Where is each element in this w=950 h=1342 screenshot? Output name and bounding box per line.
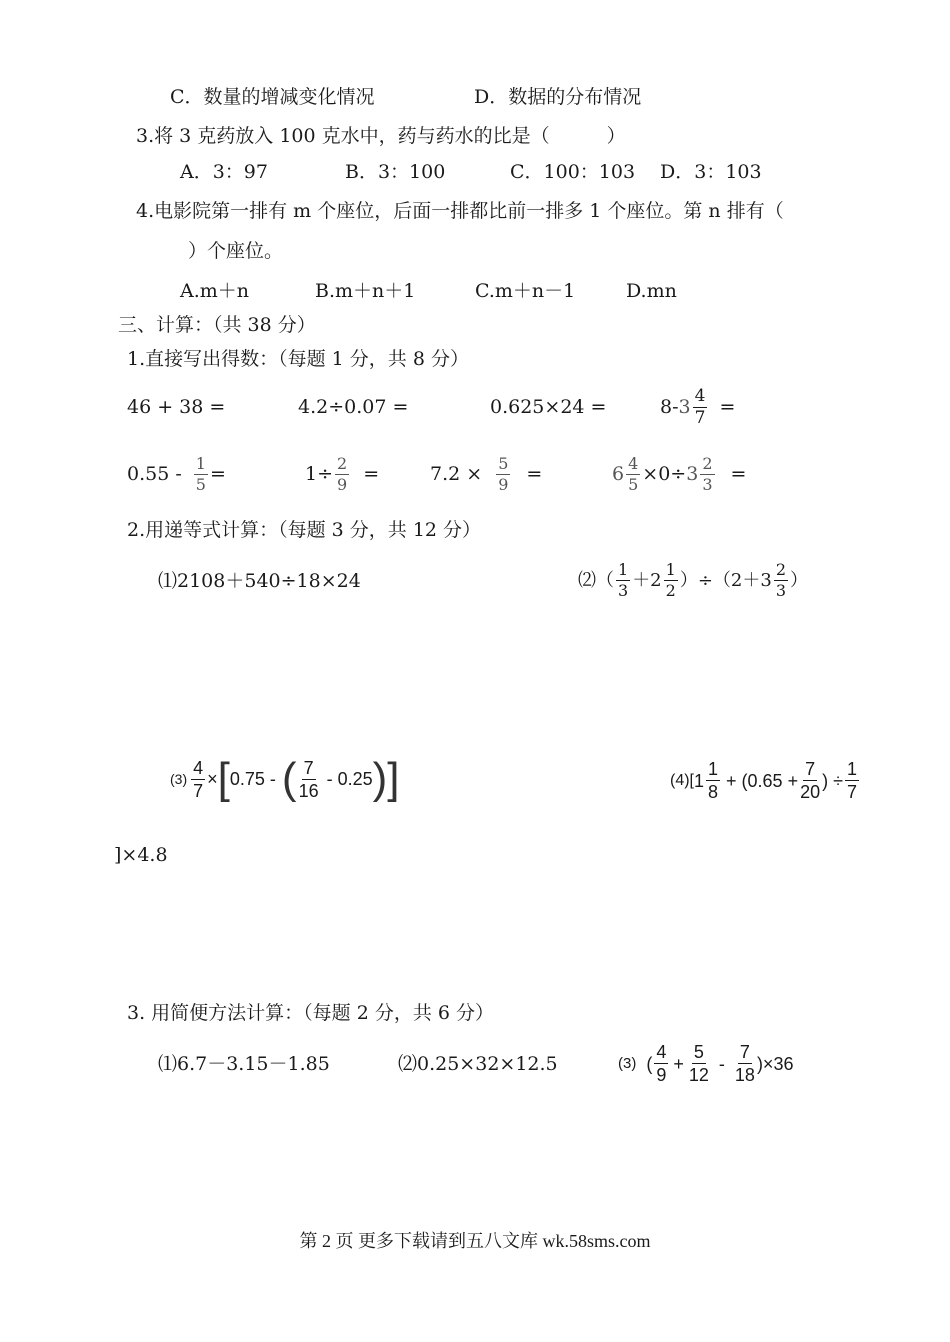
calc-2b-pre: 1÷ (305, 463, 334, 485)
simple-calc-1: ⑴6.7－3.15－1.85 (158, 1053, 330, 1075)
q4-option-a: A.m＋n (180, 280, 250, 302)
step-calc-3-inner1: 0.75 - (229, 769, 276, 789)
q3-option-b: B．3：100 (345, 161, 446, 183)
simple-calc-3-n2: 5 (693, 1042, 704, 1062)
calc-1d-pre: 8- (660, 396, 679, 418)
calc-1b: 4.2÷0.07 = (298, 396, 409, 418)
step-calc-4-tail: ]×4.8 (114, 844, 168, 866)
step-calc-2-n1: 1 (618, 560, 629, 579)
step-calc-3-n2: 7 (303, 757, 314, 778)
step-calc-3-times: × (207, 769, 218, 789)
step-calc-2-frac3 (774, 562, 788, 599)
simple-calc-3-d1: 9 (656, 1065, 667, 1085)
calc-2c-pre: 7.2 × (430, 463, 483, 485)
calc-2d-whole1: 6 (612, 463, 625, 485)
step-calc-4-n1: 1 (708, 759, 719, 779)
part3-title: 3. 用简便方法计算：（每题 2 分，共 6 分） (127, 1002, 495, 1024)
left-paren-icon: ( (281, 754, 297, 803)
calc-1d-den: 7 (694, 408, 706, 428)
step-calc-4-n3: 1 (847, 759, 858, 779)
part2-title: 2.用递等式计算：（每题 3 分，共 12 分） (127, 519, 482, 541)
q2-option-d: D．数据的分布情况 (474, 86, 642, 108)
calc-2d-den1: 5 (628, 475, 639, 494)
part1-title: 1.直接写出得数：（每题 1 分，共 8 分） (127, 348, 469, 370)
simple-calc-3 (618, 1043, 793, 1084)
step-calc-3 (170, 754, 400, 803)
calc-2b (305, 456, 379, 493)
step-calc-2-end: ） (790, 569, 809, 591)
simple-calc-2: ⑵0.25×32×12.5 (398, 1053, 558, 1075)
simple-calc-3-d3: 18 (734, 1065, 755, 1085)
q4-option-c: C.m＋n－1 (475, 280, 576, 302)
q3-stem: 3.将 3 克药放入 100 克水中，药与药水的比是（ ） (136, 125, 626, 147)
step-calc-1: ⑴2108＋540÷18×24 (158, 570, 361, 592)
step-calc-4 (670, 760, 861, 801)
left-bracket-icon: [ (217, 754, 230, 803)
step-calc-4-frac3 (845, 760, 859, 801)
q3-option-a: A．3：97 (180, 161, 268, 183)
calc-1c: 0.625×24 = (490, 396, 607, 418)
calc-2a (127, 456, 226, 493)
calc-2d-num1: 4 (628, 454, 639, 473)
q4-option-b: B.m＋n＋1 (315, 280, 416, 302)
calc-2d (612, 456, 746, 493)
step-calc-2-frac1 (616, 562, 630, 599)
step-calc-4-whole: 1 (694, 770, 705, 791)
calc-2d-equals: = (730, 463, 747, 485)
step-calc-2 (578, 562, 808, 599)
calc-2a-den: 5 (195, 475, 206, 494)
calc-1d-fraction (693, 388, 708, 427)
step-calc-2-plus: ＋2 (632, 569, 662, 591)
q4-option-d: D.mn (626, 280, 677, 302)
calc-2a-fraction (194, 456, 208, 493)
calc-2a-pre: 0.55 - (127, 463, 182, 485)
calc-2b-num: 2 (337, 454, 348, 473)
calc-2a-equals: = (209, 463, 226, 485)
calc-2d-fraction1 (626, 456, 640, 493)
step-calc-3-n1: 4 (193, 757, 204, 778)
right-paren-icon: ) (372, 754, 388, 803)
step-calc-3-frac1 (191, 759, 205, 800)
right-bracket-icon: ] (387, 754, 400, 803)
q4-stem-line1: 4.电影院第一排有 m 个座位，后面一排都比前一排多 1 个座位。第 n 排有（ (136, 200, 784, 222)
q2-option-c: C．数量的增减变化情况 (170, 86, 375, 108)
simple-calc-3-label: (3) (618, 1055, 637, 1072)
step-calc-3-d1: 7 (193, 780, 204, 801)
step-calc-4-d2: 20 (800, 782, 821, 802)
simple-calc-3-end: )×36 (756, 1053, 794, 1074)
calc-2c-den: 9 (498, 475, 509, 494)
calc-1d-equals: = (719, 396, 736, 418)
simple-calc-3-d2: 12 (688, 1065, 709, 1085)
simple-calc-3-plus: + (673, 1053, 684, 1074)
step-calc-2-mid: ）÷（2＋3 (679, 569, 772, 591)
calc-2b-fraction (335, 456, 349, 493)
simple-calc-3-frac1 (654, 1043, 668, 1084)
step-calc-4-d1: 8 (708, 782, 719, 802)
calc-2d-num2: 2 (702, 454, 713, 473)
calc-1d-whole: 3 (678, 396, 691, 418)
simple-calc-3-frac2 (689, 1043, 709, 1084)
step-calc-3-inner2: - 0.25 (326, 769, 373, 789)
simple-calc-3-n3: 7 (739, 1042, 750, 1062)
step-calc-2-d3: 3 (775, 581, 787, 600)
calc-2a-num: 1 (195, 454, 206, 473)
step-calc-3-frac2 (299, 759, 319, 800)
step-calc-4-n2: 7 (805, 759, 816, 779)
calc-2c (430, 456, 542, 493)
calc-2c-fraction (496, 456, 510, 493)
page-footer: 第 2 页 更多下载请到五八文库 wk.58sms.com (299, 1231, 651, 1251)
step-calc-2-n3: 2 (775, 560, 787, 579)
step-calc-2-label: ⑵（ (578, 569, 614, 591)
calc-2b-den: 9 (337, 475, 348, 494)
step-calc-2-n2: 1 (665, 560, 676, 579)
calc-1d-mixed (679, 388, 710, 427)
calc-2b-equals: = (363, 463, 380, 485)
step-calc-4-div: ) ÷ (822, 770, 843, 791)
calc-2c-equals: = (526, 463, 543, 485)
step-calc-4-mid: + (0.65 + (726, 770, 799, 791)
step-calc-4-d3: 7 (847, 782, 858, 802)
step-calc-2-d1: 3 (618, 581, 629, 600)
q3-option-c: C．100：103 (510, 161, 636, 183)
calc-2d-den2: 3 (702, 475, 713, 494)
calc-2c-num: 5 (498, 454, 509, 473)
step-calc-4-label: (4)[ (670, 771, 694, 789)
simple-calc-3-frac3 (735, 1043, 755, 1084)
q4-stem-line2: ）个座位。 (188, 240, 284, 262)
step-calc-4-frac2 (800, 760, 820, 801)
step-calc-3-d2: 16 (298, 780, 319, 801)
calc-1d-num: 4 (694, 386, 706, 406)
step-calc-2-frac2 (664, 562, 678, 599)
step-calc-4-frac1 (706, 760, 720, 801)
simple-calc-3-n1: 4 (656, 1042, 667, 1062)
calc-1a: 46 + 38 = (127, 396, 226, 418)
simple-calc-3-open: ( (646, 1053, 653, 1074)
step-calc-2-d2: 2 (665, 581, 676, 600)
calc-2d-mid: ×0÷ (642, 463, 687, 485)
simple-calc-3-minus: - (718, 1053, 725, 1074)
calc-1d (660, 388, 735, 427)
section-title: 三、计算：（共 38 分） (118, 314, 316, 336)
calc-2d-whole2: 3 (686, 463, 699, 485)
calc-2d-fraction2 (700, 456, 714, 493)
step-calc-3-label: (3) (170, 771, 188, 787)
q3-option-d: D．3：103 (660, 161, 762, 183)
